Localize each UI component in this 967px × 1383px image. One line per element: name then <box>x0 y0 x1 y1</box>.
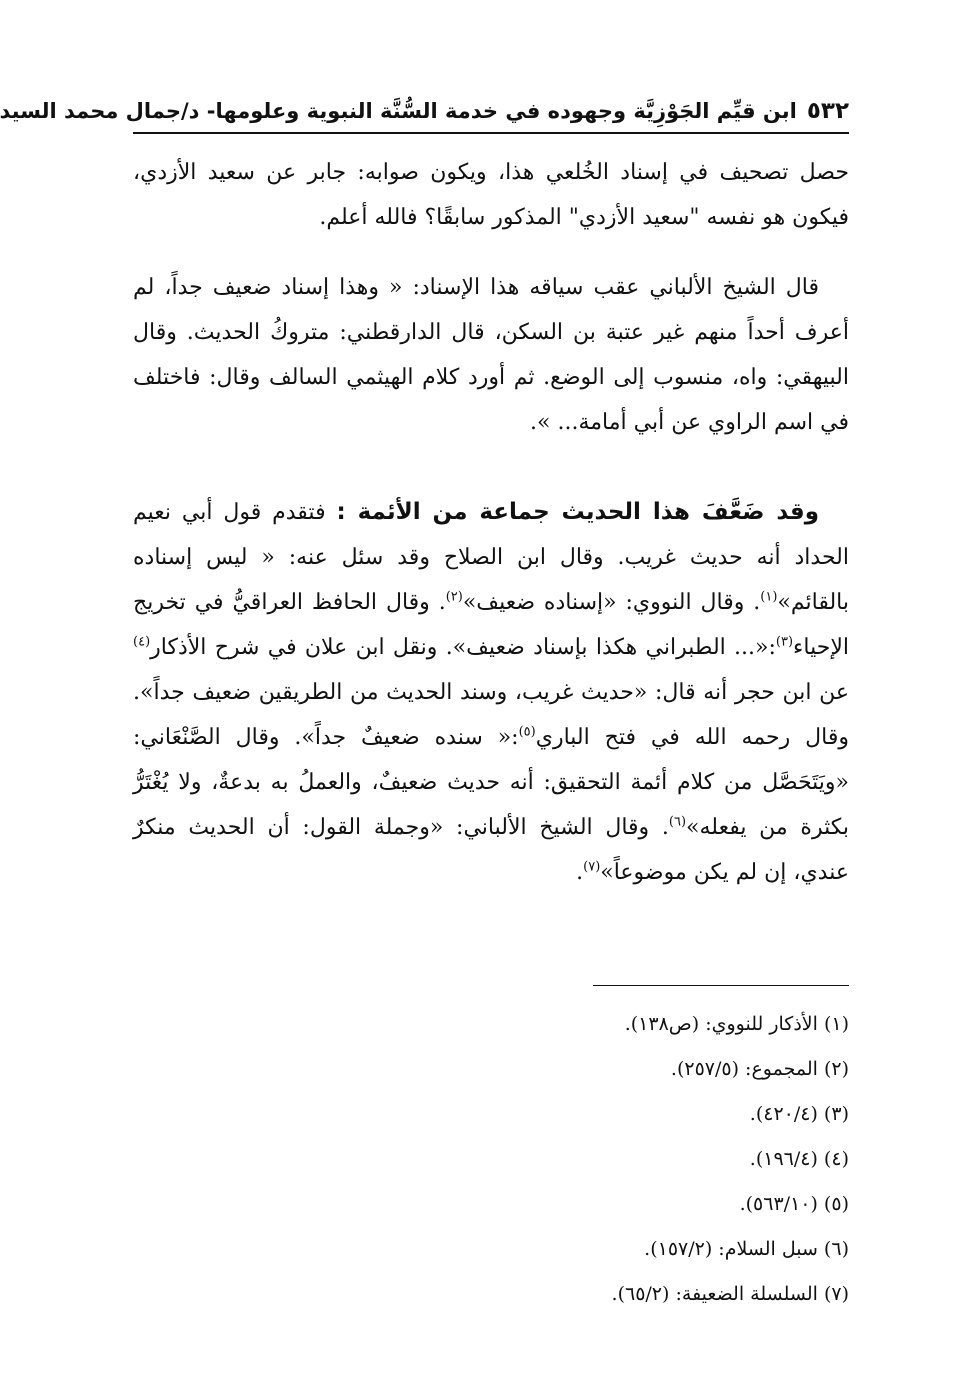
paragraph-3-text: :« سنده ضعيفٌ جداً». وقال الصَّنْعَاني: «ويَتَحَصَّل من كلام أئمة التحقيق: أنه حديث ضعيفٌ، والعملُ به بدعةٌ، ولا يُغْتَرُّ بكثرة من يفعله» <box>133 725 849 840</box>
footnote-ref[interactable]: (٦) <box>668 814 687 830</box>
paragraph-3-text: . وقال الحافظ العراقيُّ في تخريج الإحياء <box>133 590 849 660</box>
footnote-6: (٦) سبل السلام: (١٥٧/٢). <box>644 1238 849 1260</box>
footnote-ref[interactable]: (٢) <box>445 589 463 605</box>
paragraph-3-text: عن ابن حجر أنه قال: «حديث غريب، وسند الحديث من الطريقين ضعيف جداً». وقال رحمه الله في فتح الباري <box>133 680 850 750</box>
page-header <box>0 98 849 124</box>
paragraph-3-lead: وقد ضَعَّفَ هذا الحديث جماعة من الأئمة : <box>336 499 819 525</box>
footnote-separator <box>593 985 849 986</box>
footnote-ref[interactable]: (٥) <box>518 724 536 740</box>
footnote-ref[interactable]: (١) <box>760 589 778 605</box>
footnote-ref[interactable]: (٧) <box>583 859 601 875</box>
footnote-ref[interactable]: (٣) <box>775 634 794 650</box>
paragraph-2-text: قال الشيخ الألباني عقب سياقه هذا الإسناد: « وهذا إسناد ضعيف جداً، لم أعرف أحداً منهم غير عتبة بن السكن، قال الدارقطني: متروكُ الحديث. وقال البيهقي: واه، منسوب إلى الوضع. ثم أورد كلام الهيثمي السالف وقال: فاختلف في اسم الراوي عن أبي أمامة... ». <box>133 275 849 435</box>
paragraph-3-text: :«... الطبراني هكذا بإسناد ضعيف». ونقل ابن علان في شرح الأذكار <box>150 635 776 660</box>
footnote-1: (١) الأذكار للنووي: (ص١٣٨). <box>624 1013 849 1035</box>
paragraph-3-text: . <box>576 860 584 885</box>
paragraph-3 <box>133 490 849 895</box>
footnote-5: (٥) (٥٦٣/١٠). <box>739 1193 849 1215</box>
footnotes <box>133 1002 849 1317</box>
paragraph-3-text: فتقدم قول أبي نعيم الحداد أنه حديث غريب. وقال ابن الصلاح وقد سئل عنه: « ليس إسناده بالقائم» <box>133 500 849 615</box>
paragraph-3-text: . وقال النووي: «إسناده ضعيف» <box>462 590 761 615</box>
footnote-7: (٧) السلسلة الضعيفة: (٦٥/٢). <box>611 1283 849 1305</box>
running-title: ابن قيِّم الجَوْزِيَّة وجهوده في خدمة السُّنَّة النبوية وعلومها- د/جمال محمد السيد <box>0 99 797 123</box>
footnote-2: (٢) المجموع: (٢٥٧/٥). <box>670 1058 849 1080</box>
paragraph-3-text: . وقال الشيخ الألباني: «وجملة القول: أن الحديث منكرٌ عندي، إن لم يكن موضوعاً» <box>133 815 849 885</box>
paragraph-2 <box>133 265 849 445</box>
footnote-ref[interactable]: (٤) <box>133 634 151 650</box>
page-number: ٥٣٢ <box>806 98 849 124</box>
paragraph-1: حصل تصحيف في إسناد الخُلعي هذا، ويكون صوابه: جابر عن سعيد الأزدي، فيكون هو نفسه "سعيد الأزدي" المذكور سابقًا؟ فالله أعلم. <box>133 160 849 230</box>
footnote-4: (٤) (١٩٦/٤). <box>749 1148 849 1170</box>
footnote-3: (٣) (٤٢٠/٤). <box>749 1103 849 1125</box>
header-rule <box>133 132 849 134</box>
